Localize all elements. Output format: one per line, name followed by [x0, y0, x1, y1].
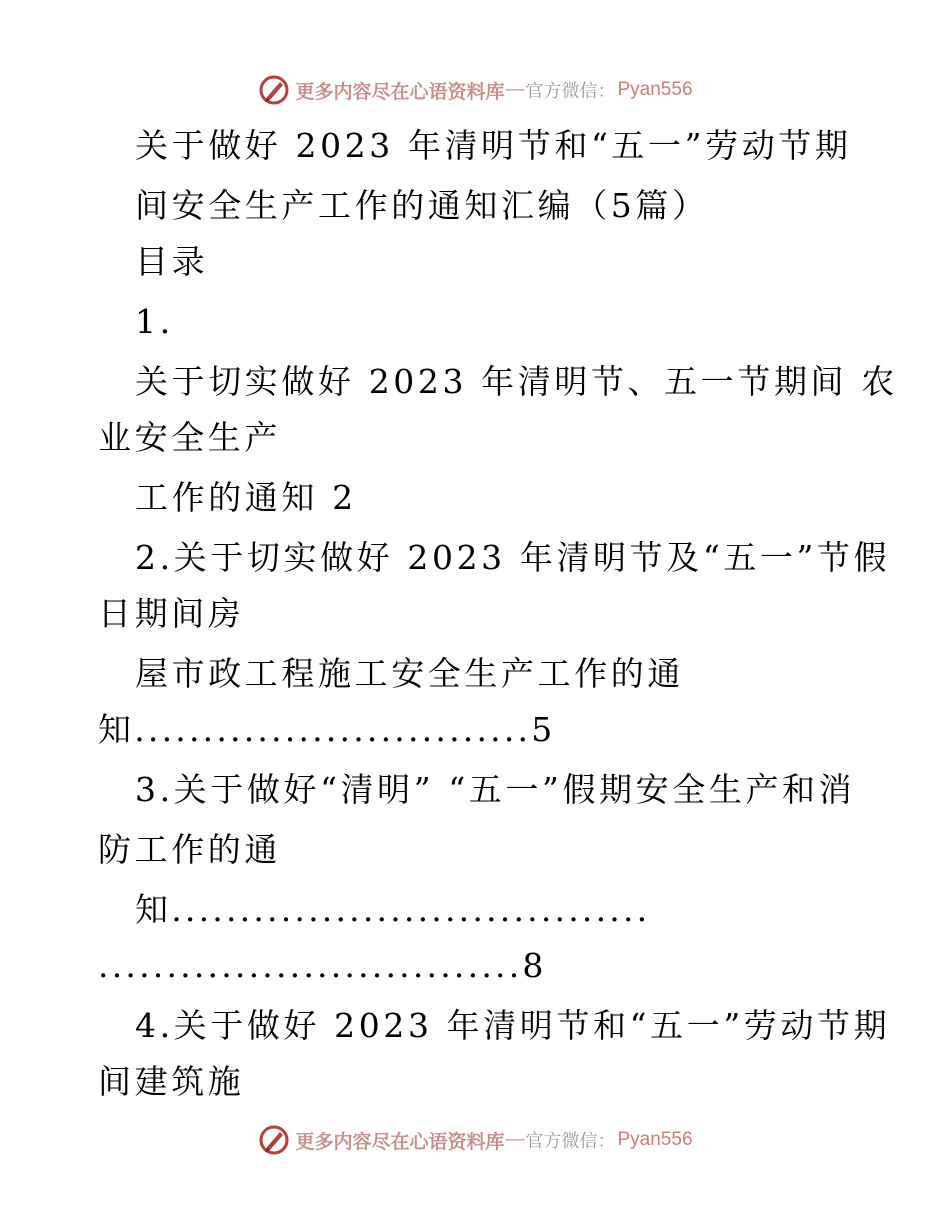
- toc-item-1-line-1: 关于切实做好 2023 年清明节、五一节期间 农: [135, 362, 898, 401]
- watermark-label: 官方微信：: [525, 1131, 616, 1152]
- watermark-wechat-id: Pyan556: [617, 1129, 693, 1150]
- doc-title-line-2: 间安全生产工作的通知汇编（5篇）: [135, 186, 709, 225]
- watermark-text: 更多内容尽在心语资料库: [295, 80, 505, 103]
- toc-item-3-line-3: 知...................................: [135, 890, 651, 929]
- toc-item-3-line-4: ...............................8: [98, 946, 547, 985]
- toc-item-2-line-4: 知.............................5: [98, 710, 556, 749]
- toc-item-4-line-2: 间建筑施: [98, 1062, 245, 1101]
- watermark-wechat-id: Pyan556: [617, 79, 693, 100]
- watermark-dash: —: [505, 1129, 525, 1150]
- toc-heading: 目录: [135, 242, 209, 281]
- watermark-dash: —: [505, 79, 525, 100]
- watermark-label: 官方微信：: [525, 81, 616, 102]
- pen-logo-icon: [257, 1123, 291, 1157]
- toc-item-1-number: 1.: [135, 302, 174, 341]
- toc-item-2-line-1: 2.关于切实做好 2023 年清明节及“五一”节假: [135, 538, 891, 577]
- header-watermark: [0, 70, 950, 110]
- toc-item-4-line-1: 4.关于做好 2023 年清明节和“五一”劳动节期: [135, 1006, 891, 1045]
- toc-item-3-line-1: 3.关于做好“清明” “五一”假期安全生产和消: [135, 770, 856, 809]
- toc-item-2-line-2: 日期间房: [98, 594, 245, 633]
- toc-item-1-line-3: 工作的通知 2: [135, 478, 357, 517]
- pen-logo-icon: [257, 73, 291, 107]
- watermark-text: 更多内容尽在心语资料库: [295, 1130, 505, 1153]
- toc-item-1-line-2: 业安全生产: [98, 418, 281, 457]
- doc-title-line-1: 关于做好 2023 年清明节和“五一”劳动节期: [135, 126, 852, 165]
- toc-item-2-line-3: 屋市政工程施工安全生产工作的通: [135, 654, 684, 693]
- toc-item-3-line-2: 防工作的通: [98, 830, 281, 869]
- footer-watermark: [0, 1120, 950, 1160]
